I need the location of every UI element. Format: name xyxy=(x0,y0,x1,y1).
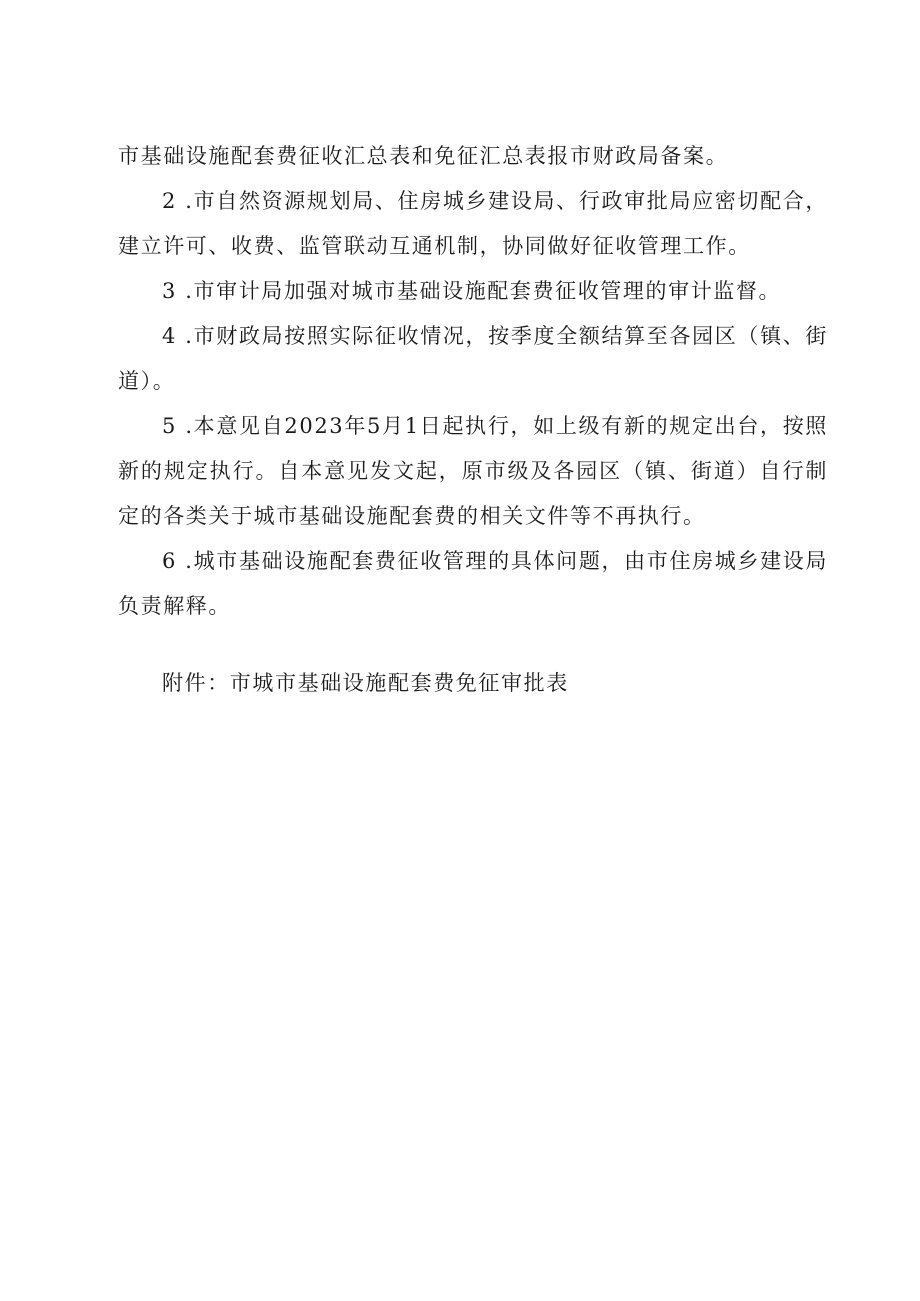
document-page xyxy=(118,134,828,706)
paragraph-item-3: 3 .市审计局加强对城市基础设施配套费征收管理的审计监督。 xyxy=(162,279,782,303)
attachment-line: 附件：市城市基础设施配套费免征审批表 xyxy=(162,671,569,695)
paragraph-item-2: 2 .市自然资源规划局、住房城乡建设局、行政审批局应密切配合，建立许可、收费、监管联动互通机制，协同做好征收管理工作。 xyxy=(118,189,828,258)
paragraph-item-5: 5 .本意见自2023年5月1日起执行，如上级有新的规定出台，按照新的规定执行。自本意见发文起，原市级及各园区（镇、街道）自行制定的各类关于城市基础设施配套费的相关文件等不再执行。 xyxy=(118,414,828,528)
paragraph-continuation: 市基础设施配套费征收汇总表和免征汇总表报市财政局备案。 xyxy=(118,144,729,168)
paragraph-item-4: 4 .市财政局按照实际征收情况，按季度全额结算至各园区（镇、街道）。 xyxy=(118,324,828,393)
paragraph-item-6: 6 .城市基础设施配套费征收管理的具体问题，由市住房城乡建设局负责解释。 xyxy=(118,549,828,618)
